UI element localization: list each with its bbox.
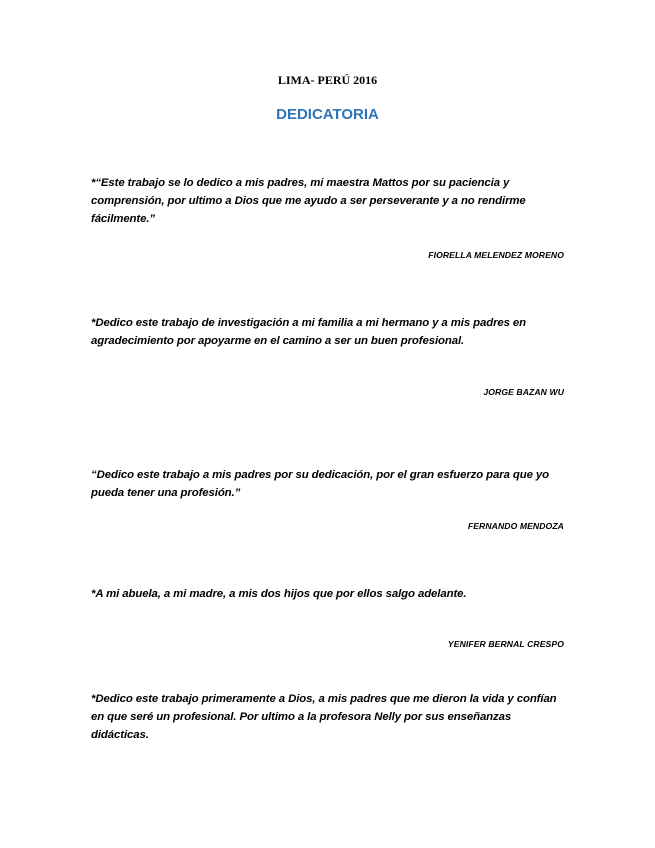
dedication-1-author: FIORELLA MELENDEZ MORENO [428,250,564,260]
dedication-3-text: “Dedico este trabajo a mis padres por su dedicación, por el gran esfuerzo para que yo pueda tener una profesión.” [91,469,550,499]
dedication-2-text: *Dedico este trabajo de investigación a mi familia a mi hermano y a mis padres en agradecimiento por apoyarme en el camino a ser un buen profesional. [91,317,527,347]
location-year: LIMA- PERÚ 2016 [277,73,378,87]
dedication-1-text: *“Este trabajo se lo dedico a mis padres, mi maestra Mattos por su paciencia y comprensión, por ultimo a Dios que me ayudo a ser perseverante y a no rendirme fácilmente.” [91,177,526,225]
dedication-2-author: JORGE BAZAN WU [483,387,564,397]
dedication-5-text: *Dedico este trabajo primeramente a Dios, a mis padres que me dieron la vida y confían en que seré un profesional. Por ultimo a la profesora Nelly por sus enseñanzas didácticas. [91,693,557,741]
dedication-4-author: YENIFER BERNAL CRESPO [447,639,564,649]
dedication-4-text: *A mi abuela, a mi madre, a mis dos hijos que por ellos salgo adelante. [91,588,467,600]
page-title: DEDICATORIA [276,106,379,123]
dedication-3-author: FERNANDO MENDOZA [467,521,564,531]
